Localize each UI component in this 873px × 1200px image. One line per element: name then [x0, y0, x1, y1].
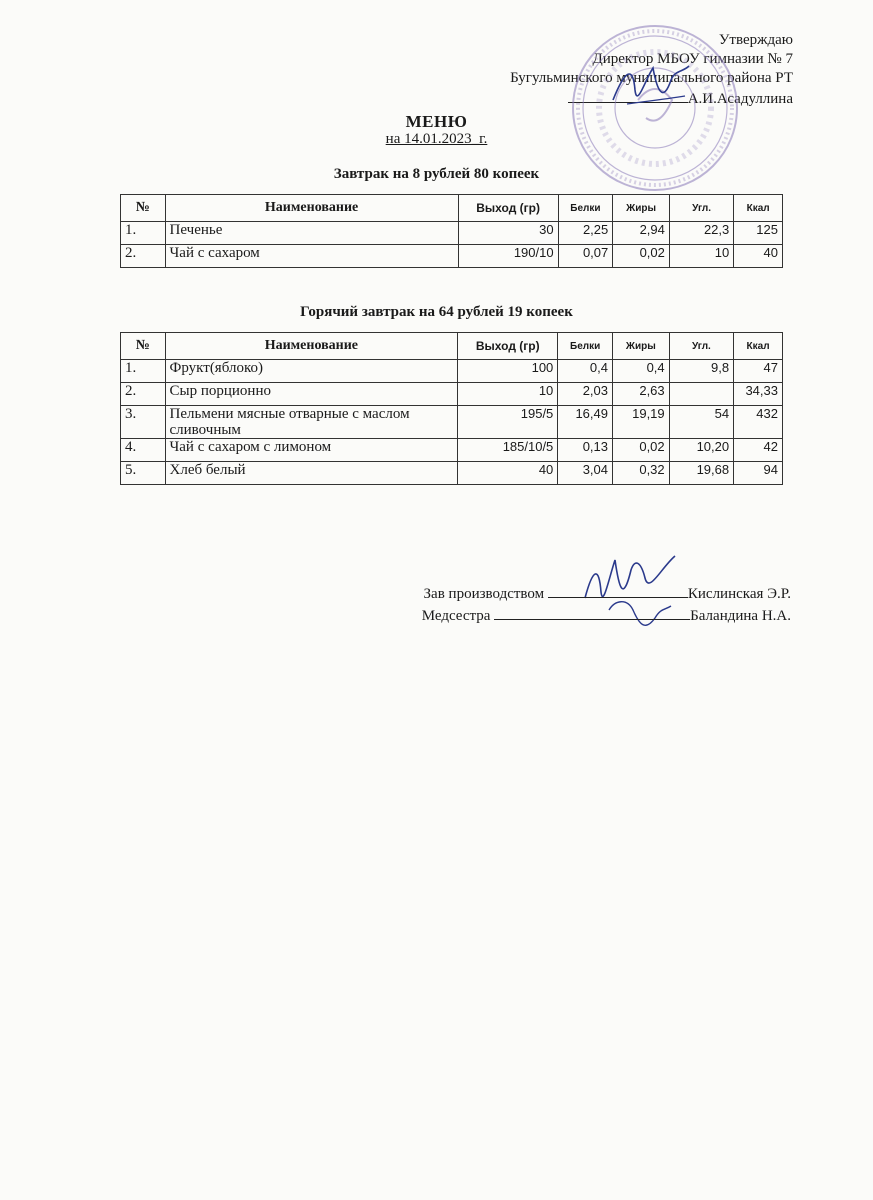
dish-carbs: 10 [669, 245, 733, 268]
row-number: 3. [121, 406, 166, 439]
dish-carbs: 19,68 [669, 462, 733, 485]
table-header-row [121, 195, 783, 222]
row-number: 4. [121, 439, 166, 462]
production-name: Кислинская Э.Р. [687, 586, 791, 602]
dish-proteins: 0,4 [558, 360, 613, 383]
row-number: 5. [121, 462, 166, 485]
col-proteins: Белки [558, 195, 613, 222]
table-row [121, 439, 783, 462]
row-number: 1. [121, 360, 166, 383]
dish-name: Чай с сахаром [165, 245, 458, 268]
dish-fats: 0,02 [613, 439, 670, 462]
dish-output: 195/5 [458, 406, 558, 439]
breakfast-title: Завтрак на 8 рублей 80 копеек [333, 166, 540, 182]
dish-output: 190/10 [458, 245, 558, 268]
col-carbs: Угл. [669, 195, 733, 222]
dish-proteins: 3,04 [558, 462, 613, 485]
menu-date: на 14.01.2023_г. [385, 131, 488, 147]
dish-fats: 0,4 [613, 360, 670, 383]
hot-breakfast-title: Горячий завтрак на 64 рублей 19 копеек [300, 304, 573, 320]
dish-output: 30 [458, 222, 558, 245]
hot-breakfast-table [120, 332, 783, 485]
row-number: 2. [121, 245, 166, 268]
nurse-signature-line [494, 605, 690, 620]
dish-name: Пельмени мясные отварные с маслом сливочным [165, 406, 458, 439]
dish-carbs: 10,20 [669, 439, 733, 462]
dish-kcal: 432 [734, 406, 783, 439]
dish-kcal: 125 [734, 222, 783, 245]
col-name: Наименование [165, 333, 458, 360]
dish-fats: 2,63 [613, 383, 670, 406]
approval-line-1: Утверждаю [718, 32, 793, 48]
dish-output: 10 [458, 383, 558, 406]
col-proteins: Белки [558, 333, 613, 360]
production-signature-line [548, 583, 688, 598]
dish-carbs: 54 [669, 406, 733, 439]
dish-kcal: 34,33 [734, 383, 783, 406]
table-row [121, 222, 783, 245]
table-row [121, 360, 783, 383]
dish-output: 185/10/5 [458, 439, 558, 462]
dish-name: Хлеб белый [165, 462, 458, 485]
table-row [121, 406, 783, 439]
dish-fats: 0,02 [613, 245, 670, 268]
dish-kcal: 47 [734, 360, 783, 383]
production-label: Зав производством [423, 586, 545, 602]
dish-carbs: 22,3 [669, 222, 733, 245]
dish-kcal: 40 [734, 245, 783, 268]
dish-output: 40 [458, 462, 558, 485]
col-number: № [121, 333, 166, 360]
col-fats: Жиры [613, 195, 670, 222]
dish-carbs: 9,8 [669, 360, 733, 383]
col-fats: Жиры [613, 333, 670, 360]
page-title: МЕНЮ [405, 112, 468, 131]
approval-line-2: Директор МБОУ гимназии № 7 [592, 51, 793, 67]
dish-name: Печенье [165, 222, 458, 245]
col-output: Выход (гр) [458, 333, 558, 360]
dish-proteins: 2,03 [558, 383, 613, 406]
dish-proteins: 0,07 [558, 245, 613, 268]
col-carbs: Угл. [669, 333, 733, 360]
dish-output: 100 [458, 360, 558, 383]
row-number: 2. [121, 383, 166, 406]
col-name: Наименование [165, 195, 458, 222]
table-row [121, 462, 783, 485]
col-kcal: Ккал [734, 333, 783, 360]
dish-carbs [669, 383, 733, 406]
dish-kcal: 94 [734, 462, 783, 485]
dish-fats: 2,94 [613, 222, 670, 245]
dish-name: Чай с сахаром с лимоном [165, 439, 458, 462]
dish-fats: 19,19 [613, 406, 670, 439]
breakfast-table [120, 194, 783, 268]
production-signature-row [424, 583, 791, 603]
table-header-row [121, 333, 783, 360]
col-number: № [121, 195, 166, 222]
nurse-name: Баландина Н.А. [690, 608, 791, 624]
table-row [121, 383, 783, 406]
dish-proteins: 0,13 [558, 439, 613, 462]
row-number: 1. [121, 222, 166, 245]
col-output: Выход (гр) [458, 195, 558, 222]
director-signature-icon [605, 60, 695, 115]
col-kcal: Ккал [734, 195, 783, 222]
dish-proteins: 2,25 [558, 222, 613, 245]
dish-name: Сыр порционно [165, 383, 458, 406]
dish-kcal: 42 [734, 439, 783, 462]
nurse-label: Медсестра [421, 608, 491, 624]
dish-fats: 0,32 [613, 462, 670, 485]
approval-line-3: Бугульминского муниципального района РТ [510, 70, 793, 86]
dish-name: Фрукт(яблоко) [165, 360, 458, 383]
dish-proteins: 16,49 [558, 406, 613, 439]
approval-name: А.И.Асадуллина [687, 91, 793, 107]
table-row [121, 245, 783, 268]
nurse-signature-row [422, 605, 791, 625]
